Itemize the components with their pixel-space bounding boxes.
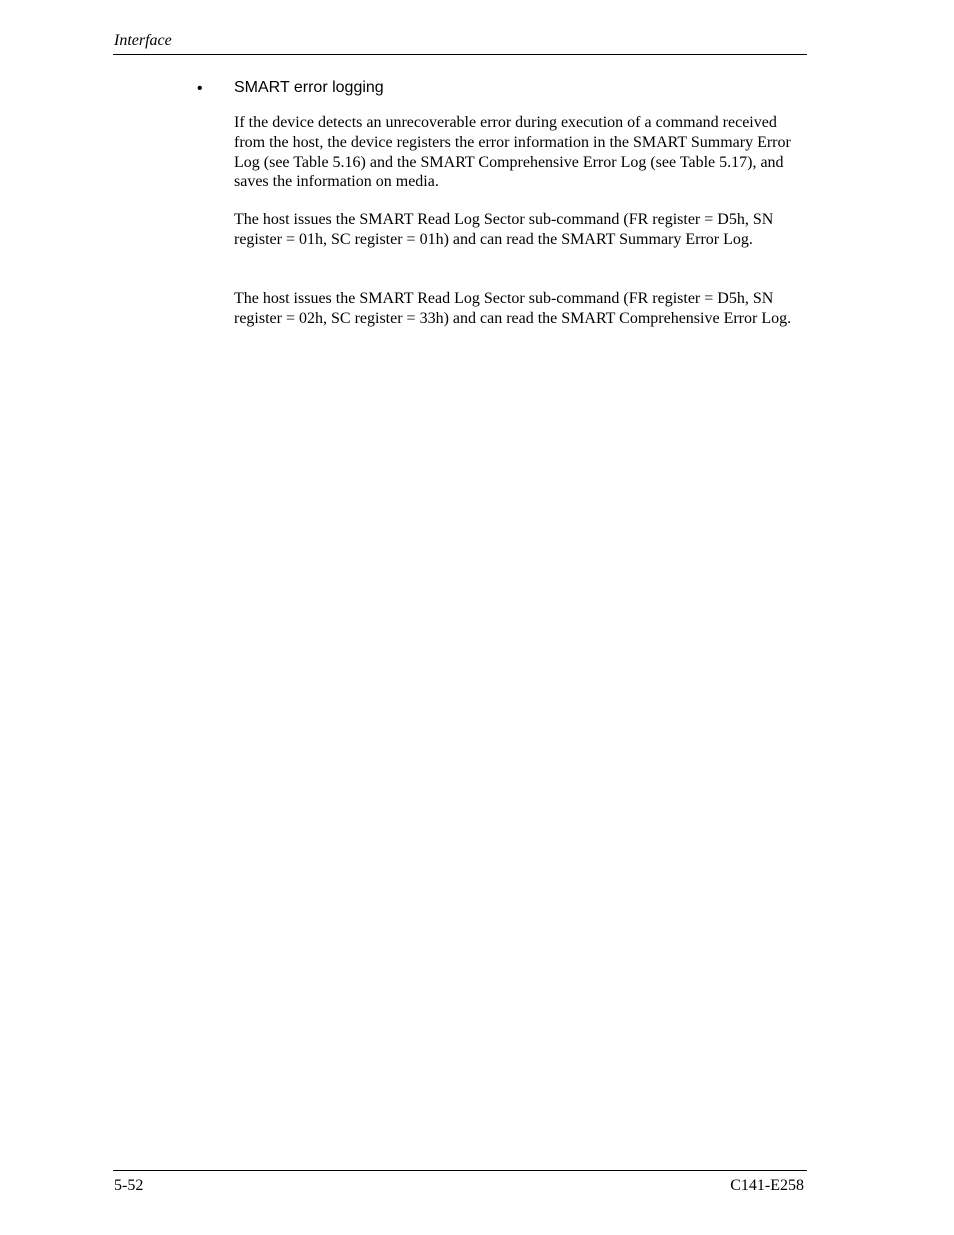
bullet-marker: • [197, 80, 203, 97]
paragraph-summary-log: The host issues the SMART Read Log Sector sub-command (FR register = D5h, SN register = 01h, SC register = 01h) and can read the SMART Summary Error Log. [234, 211, 774, 248]
page-number: 5-52 [114, 1177, 144, 1194]
paragraph-error-registration: If the device detects an unrecoverable error during execution of a command received from the host, the device registers the error information in the SMART Summary Error Log (see Table 5.16) and the SMART Comprehensive Error Log (see Table 5.17), and saves the information on media. [234, 114, 791, 191]
document-id: C141-E258 [730, 1177, 804, 1194]
footer-divider [113, 1170, 807, 1171]
section-title: SMART error logging [234, 79, 384, 96]
paragraph-comprehensive-log: The host issues the SMART Read Log Sector sub-command (FR register = D5h, SN register = 02h, SC register = 33h) and can read the SMART Comprehensive Error Log. [234, 290, 792, 327]
running-header: Interface [114, 32, 172, 49]
header-divider [113, 54, 807, 55]
